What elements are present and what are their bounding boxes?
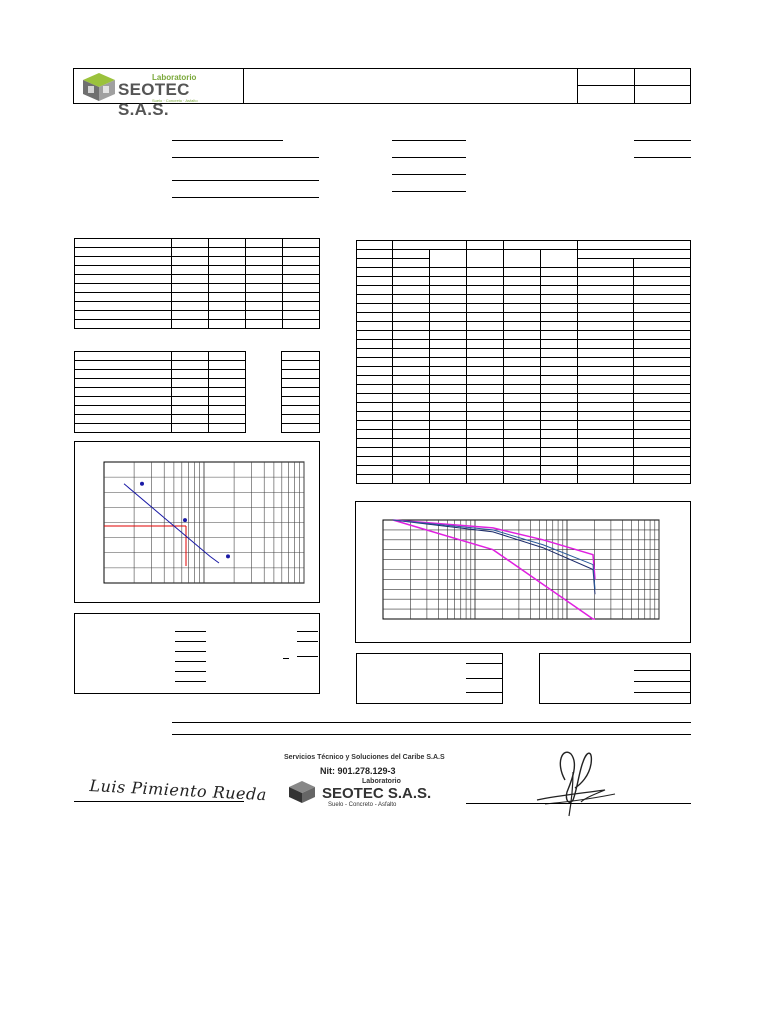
field-line xyxy=(392,157,466,158)
data-table-2 xyxy=(74,351,246,433)
table-row xyxy=(75,302,320,311)
table-row xyxy=(75,388,246,397)
result-line xyxy=(466,692,502,693)
table-row xyxy=(357,286,691,295)
stamp-line-1: Servicios Técnico y Soluciones del Caribe S.A.S xyxy=(284,754,445,761)
table-row xyxy=(357,313,691,322)
stamp-logo-name: SEOTEC S.A.S. xyxy=(322,785,432,802)
logo-tagline-text: Suelo · Concreto · Asfalto xyxy=(152,98,198,103)
table-row xyxy=(75,239,320,248)
result-line xyxy=(634,692,691,693)
table-row xyxy=(357,439,691,448)
result-line xyxy=(175,641,206,642)
signature-line-right xyxy=(466,803,691,804)
signature-line-left xyxy=(74,801,244,802)
right-signature xyxy=(535,742,625,817)
logo-name-text: SEOTEC S.A.S. xyxy=(118,80,190,119)
logo-cube-icon xyxy=(82,72,116,102)
data-table-3 xyxy=(281,351,320,433)
header-divider-logo xyxy=(243,68,244,104)
table-row xyxy=(357,403,691,412)
table-row xyxy=(357,241,691,250)
table-row xyxy=(282,370,320,379)
field-line xyxy=(172,140,283,141)
result-line xyxy=(634,681,691,682)
table-row xyxy=(357,457,691,466)
table-row xyxy=(75,361,246,370)
result-line xyxy=(466,678,502,679)
data-point xyxy=(226,554,230,558)
table-row xyxy=(75,275,320,284)
series-line xyxy=(393,520,595,589)
data-point xyxy=(183,518,187,522)
table-row xyxy=(75,370,246,379)
observations-line xyxy=(172,734,691,735)
result-line xyxy=(297,656,318,657)
granulometry-table xyxy=(356,240,691,484)
table-row xyxy=(357,448,691,457)
result-line xyxy=(175,661,206,662)
company-logo xyxy=(80,72,240,119)
field-line xyxy=(392,140,466,141)
table-row xyxy=(75,320,320,329)
field-line xyxy=(634,140,691,141)
table-row xyxy=(282,352,320,361)
table-row xyxy=(357,385,691,394)
table-row xyxy=(282,424,320,433)
field-line xyxy=(172,157,319,158)
data-point xyxy=(140,482,144,486)
result-line xyxy=(297,631,318,632)
table-row xyxy=(75,424,246,433)
table-row xyxy=(357,295,691,304)
table-row xyxy=(357,250,691,259)
table-row xyxy=(282,388,320,397)
table-row xyxy=(75,257,320,266)
table-row xyxy=(357,358,691,367)
table-row xyxy=(357,394,691,403)
table-row xyxy=(282,406,320,415)
header-divider-code xyxy=(634,68,635,104)
table-row xyxy=(357,367,691,376)
table-row xyxy=(357,322,691,331)
table-row xyxy=(75,248,320,257)
result-line xyxy=(175,651,206,652)
table-row xyxy=(357,304,691,313)
table-row xyxy=(282,379,320,388)
result-line xyxy=(175,631,206,632)
header-divider-title xyxy=(577,68,578,104)
stamp-logo-top: Laboratorio xyxy=(362,778,401,785)
granulometric-curve-chart xyxy=(383,520,659,619)
observations-line xyxy=(172,722,691,723)
table-row xyxy=(282,415,320,424)
table-row xyxy=(357,277,691,286)
table-row xyxy=(75,379,246,388)
table-row xyxy=(357,349,691,358)
table-row xyxy=(75,284,320,293)
table-row xyxy=(357,421,691,430)
result-line xyxy=(283,658,289,659)
table-row xyxy=(75,406,246,415)
result-line xyxy=(175,671,206,672)
table-row xyxy=(357,412,691,421)
data-table-1 xyxy=(74,238,320,329)
stamp-tagline: Suelo - Concreto - Asfalto xyxy=(328,802,397,808)
table-row xyxy=(357,340,691,349)
results-box-right-2 xyxy=(539,653,691,704)
company-stamp xyxy=(282,754,447,814)
flow-curve-chart xyxy=(104,462,304,583)
table-row xyxy=(75,311,320,320)
series-line xyxy=(393,520,595,594)
table-row xyxy=(357,268,691,277)
stamp-cube-icon xyxy=(288,780,316,804)
table-row xyxy=(282,361,320,370)
table-row xyxy=(75,397,246,406)
table-row xyxy=(357,430,691,439)
header-code-split xyxy=(577,85,691,86)
field-line xyxy=(392,191,466,192)
result-line xyxy=(634,670,691,671)
table-row xyxy=(75,266,320,275)
table-row xyxy=(357,475,691,484)
result-line xyxy=(297,641,318,642)
table-row xyxy=(282,397,320,406)
table-row xyxy=(75,415,246,424)
result-line xyxy=(466,663,502,664)
field-line xyxy=(172,180,319,181)
table-row xyxy=(75,352,246,361)
stamp-line-2: Nit: 901.278.129-3 xyxy=(320,766,396,776)
table-row xyxy=(357,466,691,475)
left-signature: Luis Pimiento Rueda xyxy=(89,776,268,805)
series-line xyxy=(124,484,219,563)
field-line xyxy=(392,174,466,175)
table-row xyxy=(357,376,691,385)
logo-top-text: Laboratorio xyxy=(152,73,197,82)
field-line xyxy=(634,157,691,158)
table-row xyxy=(357,331,691,340)
table-row xyxy=(75,293,320,302)
result-line xyxy=(175,681,206,682)
field-line xyxy=(172,197,319,198)
